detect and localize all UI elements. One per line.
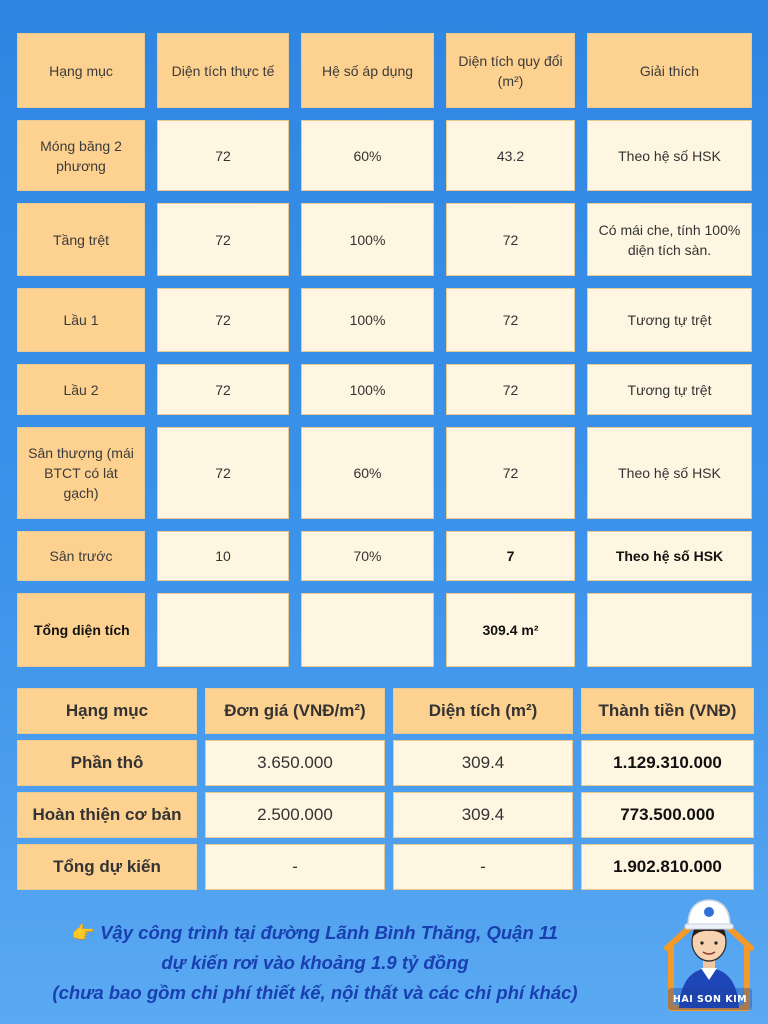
row-factor: 100% xyxy=(301,364,434,415)
row-note: Theo hệ số HSK xyxy=(587,531,752,581)
total-empty-cell xyxy=(587,593,752,667)
cost-row-area: 309.4 xyxy=(393,740,573,786)
row-actual: 10 xyxy=(157,531,289,581)
header-converted-area: Diện tích quy đổi (m²) xyxy=(446,33,575,108)
cost-row-item: Tổng dự kiến xyxy=(17,844,197,890)
note-line-2: dự kiến rơi vào khoảng 1.9 tỷ đồng xyxy=(161,952,469,973)
cost-row-area: - xyxy=(393,844,573,890)
row-converted: 72 xyxy=(446,427,575,519)
total-empty-cell xyxy=(301,593,434,667)
cost-row-unit-price: 3.650.000 xyxy=(205,740,385,786)
pointing-hand-icon: 👉 xyxy=(71,922,95,943)
row-actual: 72 xyxy=(157,203,289,276)
note-line-3: (chưa bao gồm chi phí thiết kế, nội thất và các chi phí khác) xyxy=(52,982,578,1003)
cost-table xyxy=(17,688,754,890)
header-item: Hạng mục xyxy=(17,33,145,108)
row-note: Theo hệ số HSK xyxy=(587,120,752,191)
row-converted: 72 xyxy=(446,203,575,276)
row-factor: 60% xyxy=(301,120,434,191)
header-explanation: Giải thích xyxy=(587,33,752,108)
row-actual: 72 xyxy=(157,120,289,191)
header-actual-area: Diện tích thực tế xyxy=(157,33,289,108)
row-item: Tầng trệt xyxy=(17,203,145,276)
row-converted: 72 xyxy=(446,364,575,415)
cost-row-amount: 1.129.310.000 xyxy=(581,740,754,786)
row-factor: 70% xyxy=(301,531,434,581)
total-value: 309.4 m² xyxy=(446,593,575,667)
note-line-1-text: Vậy công trình tại đường Lãnh Bình Thăng, Quận 11 xyxy=(100,922,559,943)
row-note: Tương tự trệt xyxy=(587,288,752,352)
row-item: Móng băng 2 phương xyxy=(17,120,145,191)
total-empty-cell xyxy=(157,593,289,667)
row-note: Theo hệ số HSK xyxy=(587,427,752,519)
row-actual: 72 xyxy=(157,364,289,415)
cost-header-amount: Thành tiền (VNĐ) xyxy=(581,688,754,734)
header-factor: Hệ số áp dụng xyxy=(301,33,434,108)
cost-row-amount: 773.500.000 xyxy=(581,792,754,838)
cost-row-item: Phần thô xyxy=(17,740,197,786)
cost-row-unit-price: - xyxy=(205,844,385,890)
area-table xyxy=(17,33,752,667)
row-item: Sân trước xyxy=(17,531,145,581)
cost-header-unit-price: Đơn giá (VNĐ/m²) xyxy=(205,688,385,734)
cost-row-unit-price: 2.500.000 xyxy=(205,792,385,838)
row-factor: 100% xyxy=(301,203,434,276)
brand-name: HAI SON KIM xyxy=(672,993,748,1005)
row-item: Lầu 2 xyxy=(17,364,145,415)
cost-row-amount: 1.902.810.000 xyxy=(581,844,754,890)
row-actual: 72 xyxy=(157,427,289,519)
row-factor: 100% xyxy=(301,288,434,352)
total-label: Tổng diện tích xyxy=(17,593,145,667)
row-converted: 7 xyxy=(446,531,575,581)
row-item: Lầu 1 xyxy=(17,288,145,352)
row-converted: 43.2 xyxy=(446,120,575,191)
note-line-1 xyxy=(0,918,630,948)
row-item: Sân thượng (mái BTCT có lát gạch) xyxy=(17,427,145,519)
cost-row-area: 309.4 xyxy=(393,792,573,838)
cost-header-item: Hạng mục xyxy=(17,688,197,734)
cost-row-item: Hoàn thiện cơ bản xyxy=(17,792,197,838)
row-note: Tương tự trệt xyxy=(587,364,752,415)
row-factor: 60% xyxy=(301,427,434,519)
row-converted: 72 xyxy=(446,288,575,352)
summary-note xyxy=(0,918,630,1008)
row-note: Có mái che, tính 100% diện tích sàn. xyxy=(587,203,752,276)
row-actual: 72 xyxy=(157,288,289,352)
cost-header-area: Diện tích (m²) xyxy=(393,688,573,734)
